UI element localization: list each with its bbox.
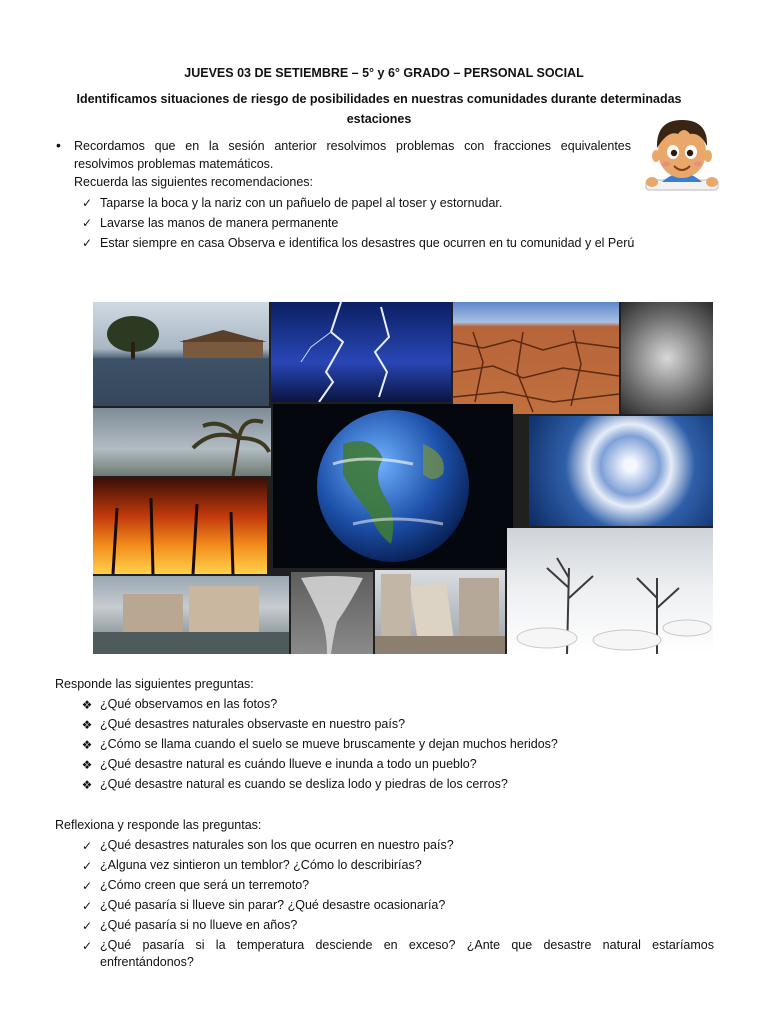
wildfire-photo bbox=[93, 478, 267, 574]
checkmark-icon: ✓ bbox=[81, 879, 93, 893]
list-item: ✓ ¿Qué pasaría si llueve sin parar? ¿Qué desastre ocasionaría? bbox=[74, 896, 714, 916]
list-item: ❖ ¿Qué desastres naturales observaste en nuestro país? bbox=[74, 715, 714, 735]
list-item: ❖ ¿Qué observamos en las fotos? bbox=[74, 695, 714, 715]
diamond-bullet-icon: ❖ bbox=[81, 698, 93, 712]
diamond-bullet-icon: ❖ bbox=[81, 778, 93, 792]
intro-text: Recordamos que en la sesión anterior resolvimos problemas con fracciones equivalentes resolvimos problemas matemáticos. bbox=[74, 139, 631, 171]
checkmark-icon: ✓ bbox=[81, 216, 93, 230]
list-item: ✓ ¿Cómo creen que será un terremoto? bbox=[74, 876, 714, 896]
recommendations-list bbox=[74, 193, 694, 253]
checkmark-icon: ✓ bbox=[81, 236, 93, 250]
snow-photo bbox=[507, 528, 713, 654]
volcano-photo bbox=[621, 302, 713, 414]
bullet-dot-icon: • bbox=[56, 137, 61, 153]
earth-photo bbox=[273, 404, 513, 568]
earthquake-photo bbox=[375, 570, 505, 654]
list-item: ✓ ¿Qué desastres naturales son los que ocurren en nuestro país? bbox=[74, 836, 714, 856]
intro-section bbox=[56, 137, 631, 191]
tornado-photo bbox=[291, 572, 373, 654]
list-item: ❖ ¿Qué desastre natural es cuándo llueve e inunda a todo un pueblo? bbox=[74, 755, 714, 775]
diamond-bullet-icon: ❖ bbox=[81, 738, 93, 752]
checkmark-icon: ✓ bbox=[81, 839, 93, 853]
checkmark-icon: ✓ bbox=[81, 899, 93, 913]
recommendations-heading: Recuerda las siguientes recomendaciones: bbox=[74, 175, 314, 189]
diamond-bullet-icon: ❖ bbox=[81, 718, 93, 732]
diamond-bullet-icon: ❖ bbox=[81, 758, 93, 772]
checkmark-icon: ✓ bbox=[81, 919, 93, 933]
reflection-list bbox=[74, 836, 714, 971]
list-item: ✓ Lavarse las manos de manera permanente bbox=[74, 213, 694, 233]
checkmark-icon: ✓ bbox=[81, 939, 93, 953]
reflection-heading: Reflexiona y responde las preguntas: bbox=[55, 818, 262, 832]
drought-photo bbox=[453, 302, 619, 414]
list-item: ✓ ¿Qué pasaría si la temperatura desciende en exceso? ¿Ante que desastre natural estaríamos enfrentándonos? bbox=[74, 936, 714, 971]
list-item: ❖ ¿Qué desastre natural es cuando se desliza lodo y piedras de los cerros? bbox=[74, 775, 714, 795]
lightning-photo bbox=[271, 302, 451, 402]
questions-heading: Responde las siguientes preguntas: bbox=[55, 677, 254, 691]
kid-illustration bbox=[640, 112, 724, 196]
page-title: JUEVES 03 DE SETIEMBRE – 5° y 6° GRADO – PERSONAL SOCIAL bbox=[184, 66, 584, 80]
list-item: ❖ ¿Cómo se llama cuando el suelo se mueve bruscamente y dejan muchos heridos? bbox=[74, 735, 714, 755]
questions-list bbox=[74, 695, 714, 795]
list-item: ✓ ¿Alguna vez sintieron un temblor? ¿Cómo lo describirías? bbox=[74, 856, 714, 876]
disasters-collage bbox=[93, 302, 713, 654]
list-item: ✓ ¿Qué pasaría si no llueve en años? bbox=[74, 916, 714, 936]
checkmark-icon: ✓ bbox=[81, 196, 93, 210]
storm-tree-photo bbox=[93, 408, 271, 476]
checkmark-icon: ✓ bbox=[81, 859, 93, 873]
flood-photo bbox=[93, 302, 269, 406]
list-item: ✓ Taparse la boca y la nariz con un pañuelo de papel al toser y estornudar. bbox=[74, 193, 694, 213]
page-subtitle: Identificamos situaciones de riesgo de posibilidades en nuestras comunidades durante determinadas estaciones bbox=[76, 92, 682, 126]
cyclone-photo bbox=[529, 416, 713, 526]
city-photo bbox=[93, 576, 289, 654]
list-item: ✓ Estar siempre en casa Observa e identifica los desastres que ocurren en tu comunidad y el Perú bbox=[74, 233, 694, 253]
